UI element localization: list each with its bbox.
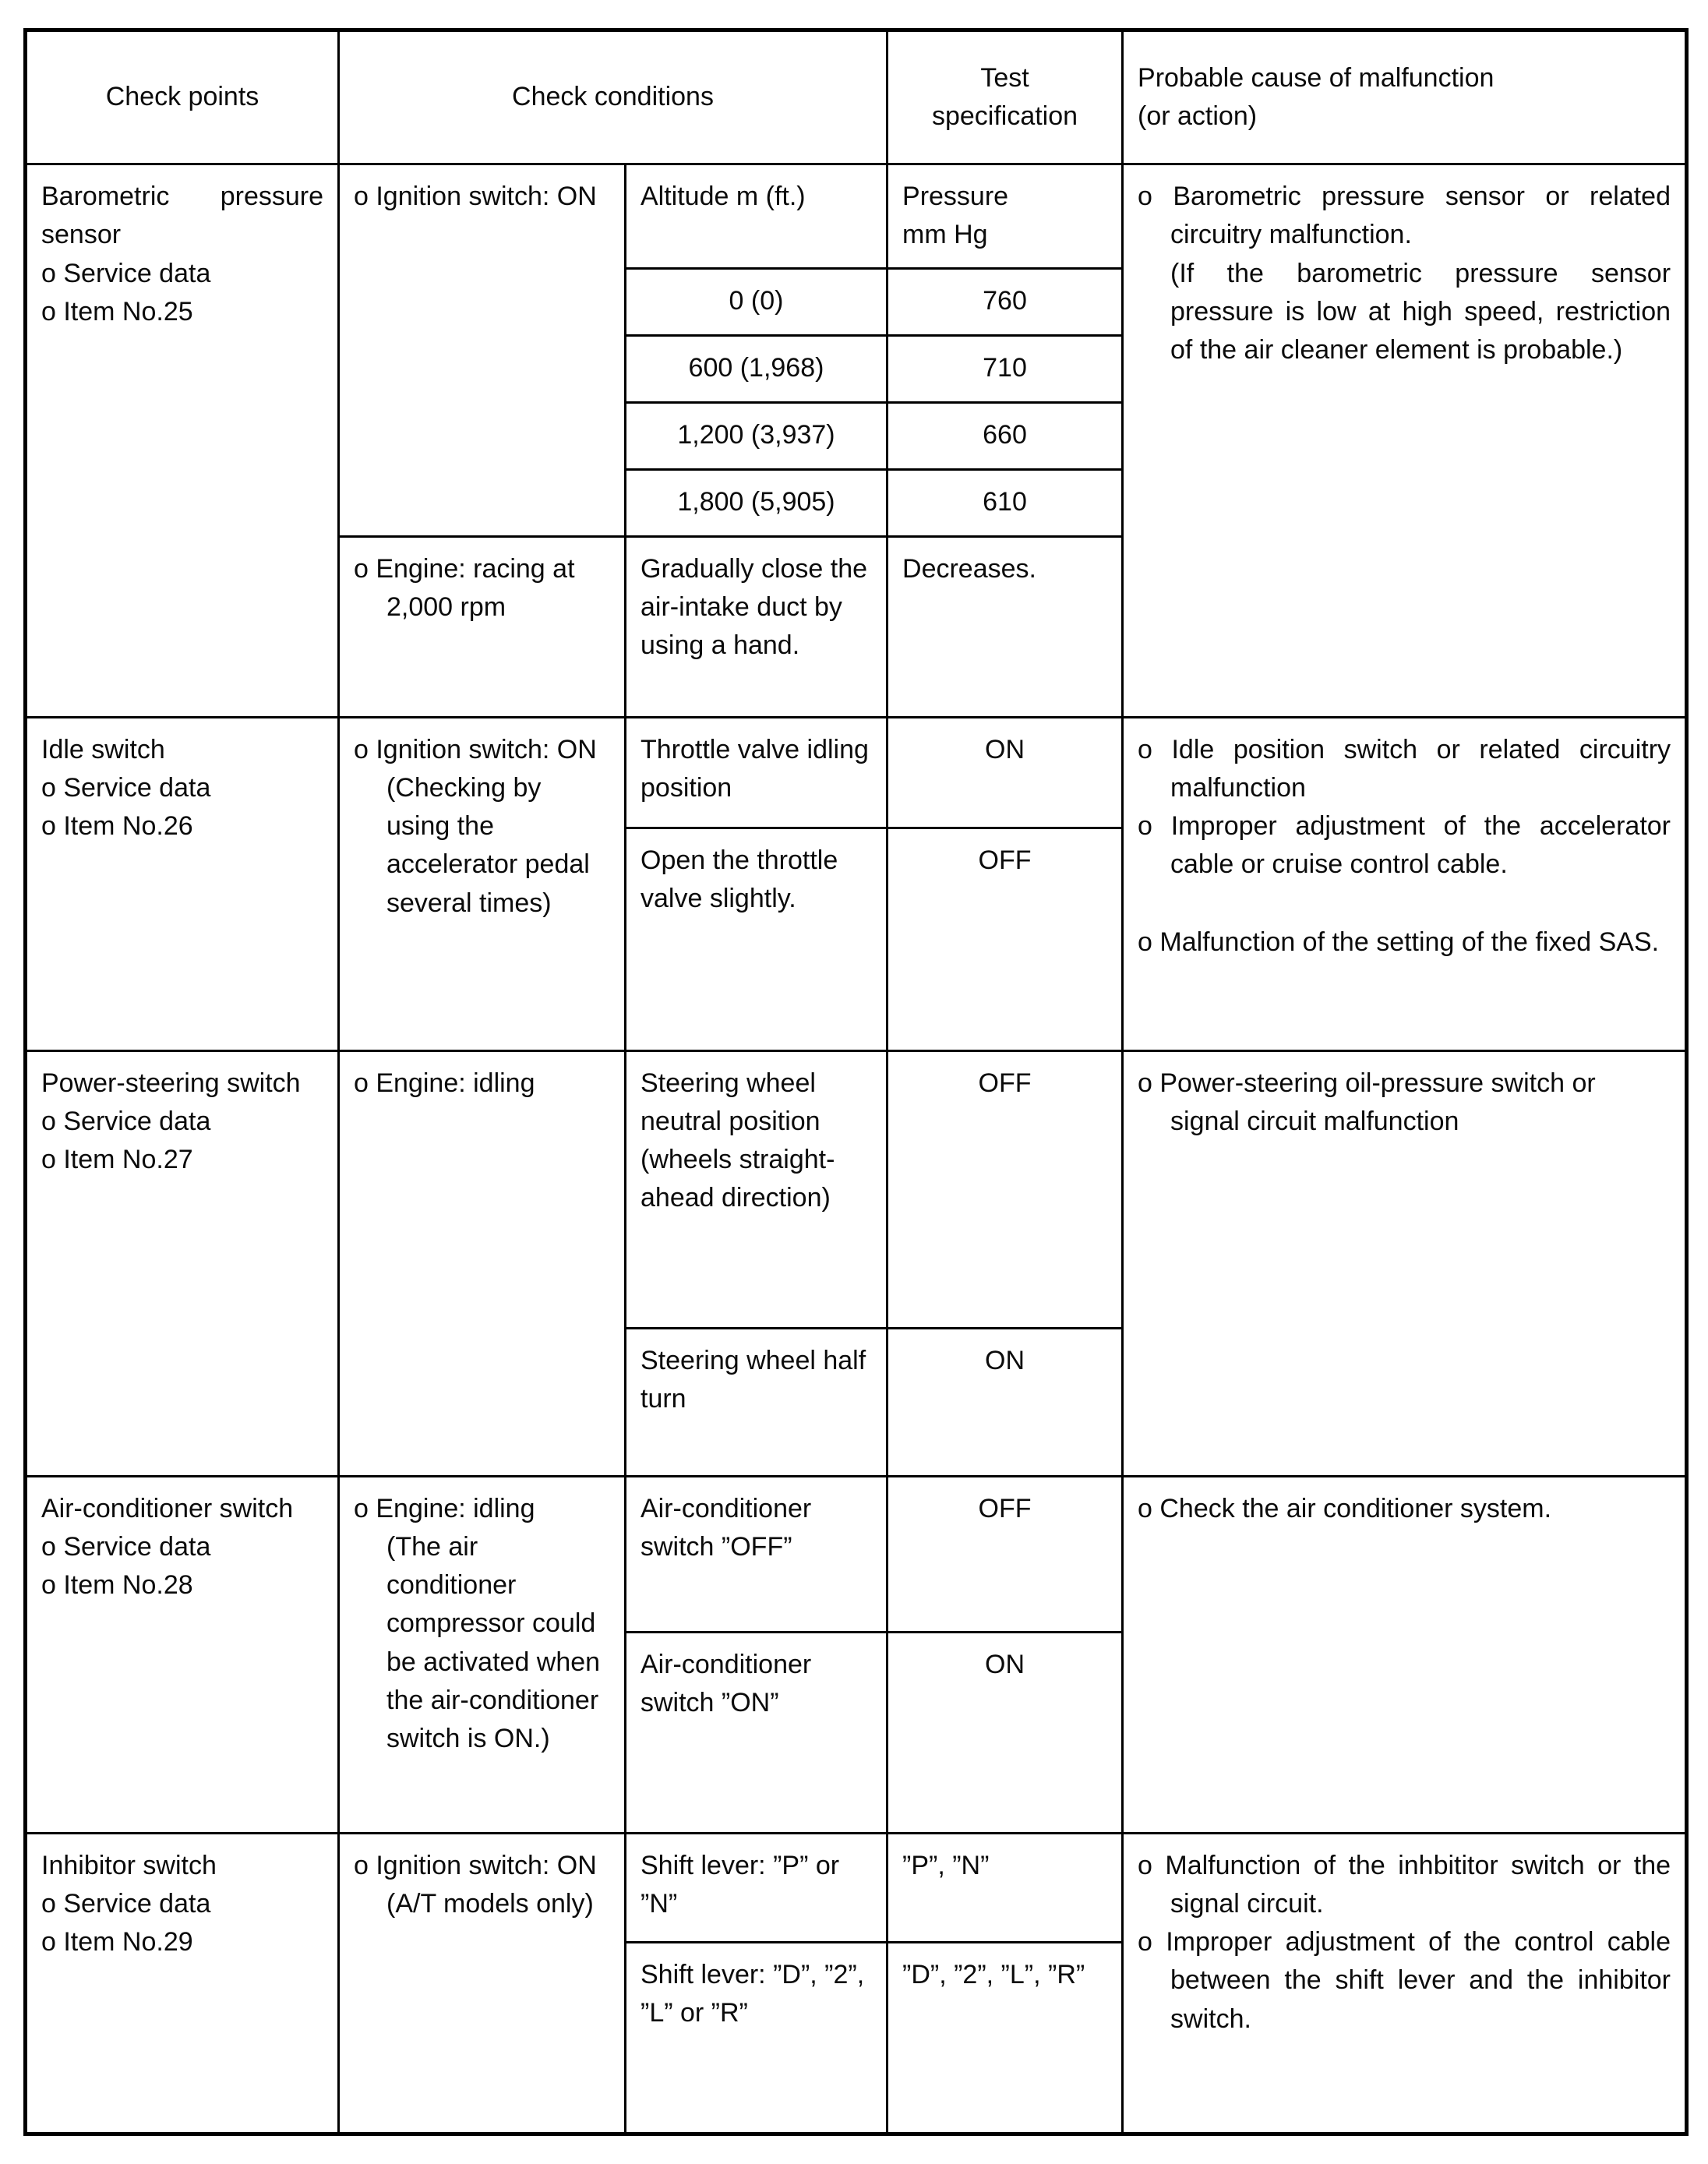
check-point-inhibitor xyxy=(26,1833,339,2134)
row-idle xyxy=(26,717,1687,828)
row-power-steering xyxy=(26,1050,1687,1328)
pressure-value: 760 xyxy=(888,268,1123,335)
cause-bullet: o Power-steering oil-pressure switch or signal circuit malfunction xyxy=(1138,1068,1596,1136)
condition-ignition-idle xyxy=(339,717,626,1050)
cause-power-steering xyxy=(1123,1050,1687,1476)
check-point-bullet: o Service data xyxy=(41,1106,211,1136)
condition-detail-cell: Gradually close the air-intake duct by using a hand. xyxy=(626,536,888,717)
condition-engine-racing xyxy=(339,536,626,717)
condition-bullet: o Engine: idling xyxy=(354,1493,535,1523)
spec-cell: ON xyxy=(888,1632,1123,1833)
spec-cell: OFF xyxy=(888,1476,1123,1632)
spec-cell: ”P”, ”N” xyxy=(888,1833,1123,1942)
altitude-header-cell: Altitude m (ft.) xyxy=(626,164,888,269)
condition-bullet: o Engine: racing at 2,000 rpm xyxy=(354,553,575,622)
condition-cell: Air-conditioner switch ”ON” xyxy=(626,1632,888,1833)
condition-engine-idling-ac xyxy=(339,1476,626,1833)
header-line: specification xyxy=(931,101,1078,131)
check-point-bullet: o Item No.25 xyxy=(41,296,193,327)
cause-barometric xyxy=(1123,164,1687,718)
altitude-value: 1,200 (3,937) xyxy=(626,402,888,469)
header-line: (or action) xyxy=(1138,101,1258,131)
cause-idle xyxy=(1123,717,1687,1050)
condition-cell: Steering wheel neutral position (wheels straight-ahead direction) xyxy=(626,1050,888,1328)
cause-air-conditioner xyxy=(1123,1476,1687,1833)
header-test-specification xyxy=(888,30,1123,164)
header-line: Test xyxy=(980,62,1029,93)
condition-note: (A/T models only) xyxy=(386,1888,594,1919)
condition-bullet: o Ignition switch: ON xyxy=(354,1850,597,1880)
header-probable-cause xyxy=(1123,30,1687,164)
condition-cell: Air-conditioner switch ”OFF” xyxy=(626,1476,888,1632)
condition-bullet: o Ignition switch: ON xyxy=(354,182,597,211)
condition-ignition-at xyxy=(339,1833,626,2134)
header-check-conditions: Check conditions xyxy=(339,30,888,164)
check-point-bullet: o Service data xyxy=(41,1531,211,1562)
cause-inhibitor xyxy=(1123,1833,1687,2134)
check-point-air-conditioner xyxy=(26,1476,339,1833)
spec-cell: ON xyxy=(888,717,1123,828)
altitude-value: 600 (1,968) xyxy=(626,335,888,402)
row-inhibitor xyxy=(26,1833,1687,1942)
check-point-idle xyxy=(26,717,339,1050)
spec-cell: OFF xyxy=(888,1050,1123,1328)
condition-cell: Throttle valve idling position xyxy=(626,717,888,828)
check-point-bullet: o Item No.27 xyxy=(41,1145,193,1175)
cause-bullet: o Idle position switch or related circuitry malfunction xyxy=(1138,734,1671,803)
header-check-points: Check points xyxy=(26,30,339,164)
check-point-bullet: o Item No.28 xyxy=(41,1570,193,1601)
condition-cell: Open the throttle valve slightly. xyxy=(626,828,888,1050)
cause-bullet: o Malfunction of the inhbititor switch or the signal circuit. xyxy=(1138,1850,1671,1919)
header-row xyxy=(26,30,1687,164)
check-point-bullet: o Service data xyxy=(41,1888,211,1919)
spec-cell: ”D”, ”2”, ”L”, ”R” xyxy=(888,1942,1123,2134)
condition-note: (The air conditioner compressor could be activated when the air-conditioner switch is ON.) xyxy=(386,1531,601,1754)
pressure-value: 610 xyxy=(888,469,1123,536)
check-point-bullet: o Service data xyxy=(41,772,211,803)
check-point-power-steering xyxy=(26,1050,339,1476)
check-point-title: Power-steering switch xyxy=(41,1068,301,1098)
check-point-title: Barometric pressure sensor xyxy=(41,182,323,250)
cause-note: (If the barometric pressure sensor pressure is low at high speed, restriction of the air cleaner element is probable.) xyxy=(1170,258,1671,365)
condition-cell: Steering wheel half turn xyxy=(626,1328,888,1476)
row-barometric xyxy=(26,164,1687,269)
cause-bullet: o Improper adjustment of the control cable between the shift lever and the inhibitor switch. xyxy=(1138,1927,1671,2034)
condition-engine-idling xyxy=(339,1050,626,1476)
check-point-bullet: o Item No.26 xyxy=(41,811,193,842)
check-point-title: Air-conditioner switch xyxy=(41,1493,294,1523)
pressure-header-cell xyxy=(888,164,1123,269)
pressure-value: 660 xyxy=(888,402,1123,469)
condition-bullet: o Ignition switch: ON xyxy=(354,734,597,764)
check-point-title: Idle switch xyxy=(41,734,165,764)
cause-bullet: o Barometric pressure sensor or related circuitry malfunction. xyxy=(1138,182,1671,250)
pressure-value: 710 xyxy=(888,335,1123,402)
spec-cell: ON xyxy=(888,1328,1123,1476)
check-point-bullet: o Item No.29 xyxy=(41,1927,193,1957)
spec-cell: OFF xyxy=(888,828,1123,1050)
header-line: Probable cause of malfunction xyxy=(1138,62,1494,93)
condition-ignition-on xyxy=(339,164,626,537)
condition-cell: Shift lever: ”P” or ”N” xyxy=(626,1833,888,1942)
row-air-conditioner xyxy=(26,1476,1687,1632)
condition-cell: Shift lever: ”D”, ”2”, ”L” or ”R” xyxy=(626,1942,888,2134)
diagnosis-table xyxy=(23,28,1689,2136)
cause-bullet: o Check the air conditioner system. xyxy=(1138,1493,1552,1523)
altitude-value: 0 (0) xyxy=(626,268,888,335)
check-point-title: Inhibitor switch xyxy=(41,1850,217,1880)
cause-bullet: o Malfunction of the setting of the fixed SAS. xyxy=(1138,927,1660,957)
spec-cell: Decreases. xyxy=(888,536,1123,717)
check-point-bullet: o Service data xyxy=(41,258,211,288)
check-point-barometric xyxy=(26,164,339,718)
altitude-value: 1,800 (5,905) xyxy=(626,469,888,536)
spec-header-line: mm Hg xyxy=(902,220,988,250)
cause-bullet: o Improper adjustment of the accelerator cable or cruise control cable. xyxy=(1138,811,1671,880)
spec-header-line: Pressure xyxy=(902,182,1009,211)
condition-note: (Checking by using the accelerator pedal several times) xyxy=(386,772,590,918)
condition-bullet: o Engine: idling xyxy=(354,1068,535,1098)
